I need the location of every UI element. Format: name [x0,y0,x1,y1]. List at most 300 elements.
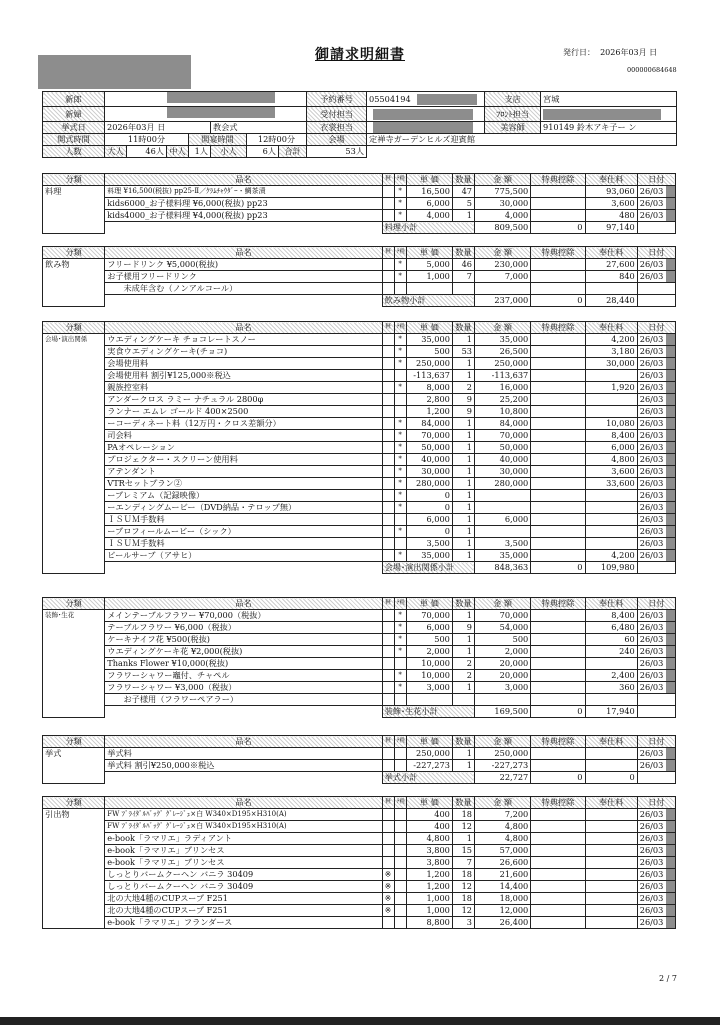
section-table [42,246,676,307]
item-name: 親族控室料 [105,382,382,394]
redacted-day [666,490,675,501]
amount: 775,500 [475,186,531,198]
quantity: 5 [452,198,474,210]
unit-price: 3,000 [406,682,452,694]
subtotal-service: 28,440 [585,295,637,307]
quantity: 1 [452,610,474,622]
service-charge [585,514,637,526]
unit-price: 0 [406,526,452,538]
header-info-table [42,91,677,158]
reduced-mark: ※ [382,881,394,893]
date: 26/03 [637,210,675,222]
amount [475,694,531,706]
unit-price: 8,800 [406,917,452,929]
service-charge: 240 [585,646,637,658]
discount [531,370,585,382]
amount: 18,000 [475,893,531,905]
unit-price: 2,800 [406,394,452,406]
column-header-date: 日付 [637,598,675,610]
tax-mark [394,917,406,929]
table-row [43,271,676,283]
amount: 10,800 [475,406,531,418]
redacted-day [666,538,675,549]
redacted-day [666,881,675,892]
tax-mark: * [394,334,406,346]
date: 26/03 [637,538,675,550]
quantity: 1 [452,526,474,538]
tax-mark: * [394,210,406,222]
table-row [43,502,676,514]
column-header-row [43,174,676,186]
service-charge: 2,400 [585,670,637,682]
unit-price: 4,800 [406,833,452,845]
discount [531,845,585,857]
amount: 30,000 [475,198,531,210]
discount [531,658,585,670]
unit-price: 3,500 [406,538,452,550]
quantity [452,694,474,706]
branch-label: 支店 [485,92,541,107]
item-name: ＩＳＵＭ手数料 [105,538,382,550]
reservation-label: 予約番号 [307,92,367,107]
item-name: 会場使用料 [105,358,382,370]
item-name: 未成年含む（ノンアルコール） [105,283,382,295]
reduced-mark [382,670,394,682]
amount: 4,800 [475,833,531,845]
reduced-mark [382,748,394,760]
column-header-amount: 金 額 [475,322,531,334]
service-charge [585,821,637,833]
adult-label: 大人 [105,146,127,158]
redacted-day [666,382,675,393]
column-header-discount: 特典控除 [531,797,585,809]
unit-price: 400 [406,821,452,833]
tax-mark: * [394,418,406,430]
tax-mark: * [394,622,406,634]
amount: 35,000 [475,334,531,346]
column-header-price: 単 価 [406,247,452,259]
discount [531,198,585,210]
date: 26/03 [637,526,675,538]
discount [531,490,585,502]
table-row [43,748,676,760]
column-header-date: 日付 [637,247,675,259]
amount: 6,000 [475,514,531,526]
table-row [43,358,676,370]
item-name: PAオペレーション [105,442,382,454]
amount: 20,000 [475,658,531,670]
column-header-tax: ﾃ税 [394,174,406,186]
unit-price: 8,000 [406,382,452,394]
date: 26/03 [637,881,675,893]
column-header-category: 分類 [43,598,105,610]
subtotal-discount: 0 [531,562,585,574]
column-header-tax: ﾃ税 [394,322,406,334]
total-count: 53人 [307,146,367,158]
column-header-tax: ﾃ税 [394,598,406,610]
table-row [43,634,676,646]
tax-mark [394,893,406,905]
table-row [43,442,676,454]
amount: 7,200 [475,809,531,821]
column-header-tax: ﾃ税 [394,797,406,809]
tax-mark [394,394,406,406]
reduced-mark [382,478,394,490]
service-charge [585,394,637,406]
subtotal-label: 装飾･生花小計 [382,706,474,718]
unit-price: 30,000 [406,466,452,478]
subtotal-service: 0 [585,772,637,784]
redacted-day [666,198,675,209]
unit-price: 4,000 [406,210,452,222]
quantity: 1 [452,550,474,562]
tax-mark [394,514,406,526]
tax-mark [394,821,406,833]
groom-label: 新郎 [43,92,105,107]
tax-mark: * [394,442,406,454]
quantity: 1 [452,682,474,694]
section-table [42,321,676,574]
tax-mark: * [394,466,406,478]
reduced-mark [382,454,394,466]
reduced-mark [382,198,394,210]
item-name: ケーキナイフ花 ¥500(税抜) [105,634,382,646]
discount [531,917,585,929]
tax-mark: * [394,430,406,442]
discount [531,271,585,283]
table-row [43,821,676,833]
date: 26/03 [637,646,675,658]
column-header-row [43,797,676,809]
subtotal-amount: 169,500 [475,706,531,718]
venue-label: 会場 [307,134,367,146]
column-header-reduced: 軽 [382,322,394,334]
reduced-mark [382,334,394,346]
page-title: 御請求明細書 [315,47,405,63]
subtotal-row [43,562,676,574]
subtotal-discount: 0 [531,295,585,307]
tax-mark: * [394,502,406,514]
reduced-mark [382,526,394,538]
item-name: ランナー エムレ ゴールド 400×2500 [105,406,382,418]
quantity: 1 [452,490,474,502]
reduced-mark [382,430,394,442]
tax-mark [394,748,406,760]
tax-mark [394,869,406,881]
service-charge: 6,480 [585,622,637,634]
redacted-day [666,418,675,429]
unit-price: -227,273 [406,760,452,772]
subtotal-row [43,706,676,718]
tax-mark: * [394,346,406,358]
unit-price: 1,000 [406,893,452,905]
tax-mark: * [394,478,406,490]
subtotal-row [43,772,676,784]
quantity: 9 [452,622,474,634]
service-charge: 8,400 [585,430,637,442]
reduced-mark [382,502,394,514]
column-header-item: 品名 [105,174,382,186]
redacted-day [666,869,675,880]
date: 26/03 [637,478,675,490]
mid-label: 中人 [167,146,189,158]
date: 26/03 [637,514,675,526]
tax-mark: * [394,259,406,271]
date: 26/03 [637,905,675,917]
redacted-day [666,748,675,759]
redacted-day [666,186,675,197]
discount [531,622,585,634]
service-charge [585,809,637,821]
item-name: メインテーブルフラワー ¥70,000（税抜） [105,610,382,622]
branch-value: 宮城 [541,92,677,107]
subtotal-amount: 809,500 [475,222,531,234]
quantity: 1 [452,454,474,466]
column-header-qty: 数量 [452,247,474,259]
quantity: 2 [452,670,474,682]
unit-price: 0 [406,490,452,502]
column-header-date: 日付 [637,174,675,186]
amount: 250,000 [475,358,531,370]
table-row [43,418,676,430]
column-header-qty: 数量 [452,322,474,334]
column-header-qty: 数量 [452,174,474,186]
discount [531,358,585,370]
unit-price: 50,000 [406,442,452,454]
table-row [43,809,676,821]
service-charge: 10,080 [585,418,637,430]
unit-price: 3,800 [406,857,452,869]
category-cell: 会場･演出関係 [43,334,105,574]
reduced-mark [382,259,394,271]
date: 26/03 [637,670,675,682]
quantity: 12 [452,905,474,917]
reduced-mark [382,358,394,370]
date-label: 挙式日 [43,122,105,134]
mid-count: 1人 [189,146,211,158]
reduced-mark: ※ [382,905,394,917]
category-cell: 挙式 [43,748,105,784]
table-row [43,694,676,706]
amount: 70,000 [475,610,531,622]
discount [531,406,585,418]
discount [531,334,585,346]
column-header-category: 分類 [43,797,105,809]
reduced-mark [382,821,394,833]
date: 26/03 [637,370,675,382]
redacted-day [666,210,675,221]
date: 26/03 [637,394,675,406]
service-charge: 4,200 [585,550,637,562]
service-charge: 60 [585,634,637,646]
date: 26/03 [637,634,675,646]
reduced-mark [382,845,394,857]
service-charge [585,406,637,418]
unit-price: 3,800 [406,845,452,857]
item-name: ＩＳＵＭ手数料 [105,514,382,526]
quantity: 1 [452,430,474,442]
service-charge [585,845,637,857]
tax-mark [394,658,406,670]
item-name: FW ﾌﾞﾗｲﾀﾞﾙﾊﾞｯｸﾞ ｸﾞﾚｰｼﾞｭ×白 W340×D195×H310(A) [105,821,382,833]
column-header-amount: 金 額 [475,797,531,809]
discount [531,869,585,881]
discount [531,893,585,905]
quantity: 9 [452,406,474,418]
tax-mark [394,833,406,845]
service-charge: 3,600 [585,466,637,478]
discount [531,210,585,222]
amount: 26,600 [475,857,531,869]
item-name: e-book「ラマリエ」ラディアント [105,833,382,845]
discount [531,259,585,271]
quantity: 15 [452,845,474,857]
quantity: 9 [452,394,474,406]
column-header-discount: 特典控除 [531,247,585,259]
bride-label: 新婦 [43,107,105,122]
date: 26/03 [637,833,675,845]
discount [531,905,585,917]
table-row [43,394,676,406]
item-name: 挙式料 [105,748,382,760]
redacted-day [666,809,675,820]
redacted-day [666,514,675,525]
reduced-mark [382,646,394,658]
column-header-service: 奉仕料 [585,598,637,610]
table-row [43,682,676,694]
item-name: ープレミアム（記録映像） [105,490,382,502]
item-name: ビールサーブ（アサヒ） [105,550,382,562]
column-header-discount: 特典控除 [531,598,585,610]
amount: 26,500 [475,346,531,358]
table-row [43,490,676,502]
service-charge [585,538,637,550]
service-charge: 3,180 [585,346,637,358]
service-charge [585,658,637,670]
item-name: お子様用フリードリンク [105,271,382,283]
subtotal-label: 飲み物小計 [382,295,474,307]
quantity: 7 [452,857,474,869]
column-header-amount: 金 額 [475,174,531,186]
quantity: 1 [452,514,474,526]
reduced-mark [382,634,394,646]
date: 26/03 [637,917,675,929]
bottom-bar [0,1017,720,1025]
column-header-reduced: 軽 [382,598,394,610]
column-header-reduced: 軽 [382,174,394,186]
tax-mark [394,283,406,295]
quantity: 1 [452,466,474,478]
reception-value [367,107,485,122]
quantity: 12 [452,881,474,893]
issue-date: 発行日： 2026年03月 日 [563,48,658,57]
column-header-amount: 金 額 [475,598,531,610]
discount [531,394,585,406]
item-name: アンダークロス ラミー ナチュラル 2800φ [105,394,382,406]
column-header-amount: 金 額 [475,247,531,259]
unit-price: 6,000 [406,514,452,526]
subtotal-service: 17,940 [585,706,637,718]
beauty-value: 910149 鈴木アキ子ー ン [541,122,677,134]
subtotal-amount: 848,363 [475,562,531,574]
costume-label: 衣裳担当 [307,122,367,134]
unit-price: 10,000 [406,670,452,682]
service-charge: 480 [585,210,637,222]
discount [531,430,585,442]
date: 26/03 [637,845,675,857]
column-header-service: 奉仕料 [585,247,637,259]
table-row [43,283,676,295]
tax-mark: * [394,382,406,394]
unit-price: 1,200 [406,869,452,881]
redacted-day [666,394,675,405]
amount: 500 [475,634,531,646]
amount: 25,200 [475,394,531,406]
amount: 230,000 [475,259,531,271]
party-time-label: 開宴時間 [189,134,247,146]
redacted-day [666,905,675,916]
service-charge [585,370,637,382]
service-charge [585,526,637,538]
subtotal-amount: 22,727 [475,772,531,784]
redacted-day [666,334,675,345]
open-time: 11時00分 [105,134,189,146]
date: 26/03 [637,198,675,210]
quantity: 1 [452,634,474,646]
quantity: 1 [452,833,474,845]
date: 26/03 [637,442,675,454]
unit-price: 70,000 [406,430,452,442]
amount: 57,000 [475,845,531,857]
table-row [43,478,676,490]
amount: 3,000 [475,682,531,694]
discount [531,760,585,772]
tax-mark [394,809,406,821]
quantity: 1 [452,370,474,382]
redacted-day [666,610,675,621]
section-table [42,796,676,929]
discount [531,526,585,538]
reservation-number: 05504194 [367,92,485,107]
amount: 12,000 [475,905,531,917]
table-row [43,905,676,917]
table-row [43,430,676,442]
service-charge: 30,000 [585,358,637,370]
discount [531,748,585,760]
amount: 40,000 [475,454,531,466]
unit-price: 1,000 [406,271,452,283]
amount: 30,000 [475,466,531,478]
amount [475,283,531,295]
amount: 4,000 [475,210,531,222]
amount: 280,000 [475,478,531,490]
reduced-mark [382,210,394,222]
discount [531,881,585,893]
column-header-item: 品名 [105,247,382,259]
table-row [43,334,676,346]
tax-mark [394,406,406,418]
table-row [43,526,676,538]
redacted-day [666,526,675,537]
redacted-day [666,893,675,904]
date: 26/03 [637,682,675,694]
date: 26/03 [637,809,675,821]
amount: 2,000 [475,646,531,658]
date: 26/03 [637,186,675,198]
table-row [43,514,676,526]
unit-price [406,694,452,706]
item-name: お子様用（フラワーペアラー） [105,694,382,706]
